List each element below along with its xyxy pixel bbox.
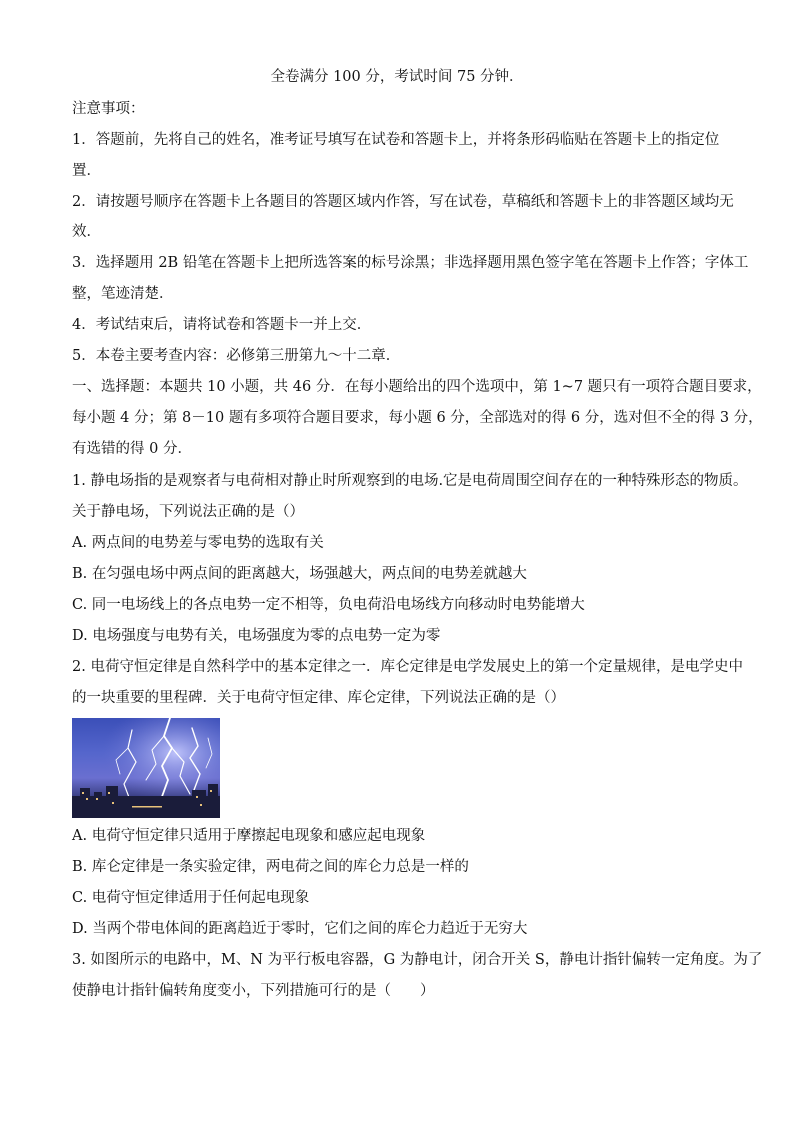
question-2-option-a: A. 电荷守恒定律只适用于摩擦起电现象和感应起电现象 — [72, 828, 426, 844]
note-line: 4．考试结束后，请将试卷和答题卡一并上交． — [72, 317, 372, 333]
question-2-option-d: D. 当两个带电体间的距离趋近于零时，它们之间的库仑力趋近于无穷大 — [72, 921, 528, 937]
question-2-stem: 2. 电荷守恒定律是自然科学中的基本定律之一．库仑定律是电学发展史上的第一个定量规律，是电学史中 — [72, 659, 743, 675]
question-1-option-d: D. 电场强度与电势有关，电场强度为零的点电势一定为零 — [72, 628, 441, 644]
exam-header: 全卷满分 100 分，考试时间 75 分钟． — [270, 69, 524, 85]
question-1-option-b: B. 在匀强电场中两点间的距离越大，场强越大，两点间的电势差就越大 — [72, 566, 527, 582]
notes-title: 注意事项： — [72, 101, 145, 117]
note-line: 5．本卷主要考查内容：必修第三册第九～十二章． — [72, 348, 401, 364]
question-3-stem: 3. 如图所示的电路中，M、N 为平行板电容器，G 为静电计，闭合开关 S，静电计指针偏转一定角度。为了 — [72, 952, 763, 968]
question-1-option-c: C. 同一电场线上的各点电势一定不相等，负电荷沿电场线方向移动时电势能增大 — [72, 597, 585, 613]
lightning-photo — [72, 718, 220, 818]
question-3-stem: 使静电计指针偏转角度变小，下列措施可行的是（ ） — [72, 983, 435, 999]
section-heading: 每小题 4 分；第 8－10 题有多项符合题目要求，每小题 6 分，全部选对的得 6 分，选对但不全的得 3 分， — [72, 410, 763, 426]
note-line: 1．答题前，先将自己的姓名，准考证号填写在试卷和答题卡上，并将条形码临贴在答题卡上的指定位 — [72, 132, 720, 148]
note-line: 置． — [72, 163, 101, 179]
question-2-option-b: B. 库仑定律是一条实验定律，两电荷之间的库仑力总是一样的 — [72, 859, 469, 875]
question-2-stem: 的一块重要的里程碑．关于电荷守恒定律、库仑定律，下列说法正确的是（） — [72, 690, 565, 706]
section-heading: 有选错的得 0 分． — [72, 441, 192, 457]
note-line: 2．请按题号顺序在答题卡上各题目的答题区域内作答，写在试卷，草稿纸和答题卡上的非答题区域均无 — [72, 194, 734, 210]
question-1-stem: 关于静电场，下列说法正确的是（） — [72, 504, 304, 520]
section-heading: 一、选择题：本题共 10 小题，共 46 分．在每小题给出的四个选项中，第 1~7 题只有一项符合题目要求， — [72, 379, 762, 395]
note-line: 3．选择题用 2B 铅笔在答题卡上把所选答案的标号涂黑；非选择题用黑色签字笔在答题卡上作答；字体工 — [72, 255, 749, 271]
question-2-option-c: C. 电荷守恒定律适用于任何起电现象 — [72, 890, 310, 906]
question-1-stem: 1. 静电场指的是观察者与电荷相对静止时所观察到的电场.它是电荷周围空间存在的一种特殊形态的物质。 — [72, 473, 748, 489]
note-line: 整，笔迹清楚． — [72, 286, 174, 302]
question-1-option-a: A. 两点间的电势差与零电势的选取有关 — [72, 535, 324, 551]
note-line: 效． — [72, 224, 101, 240]
